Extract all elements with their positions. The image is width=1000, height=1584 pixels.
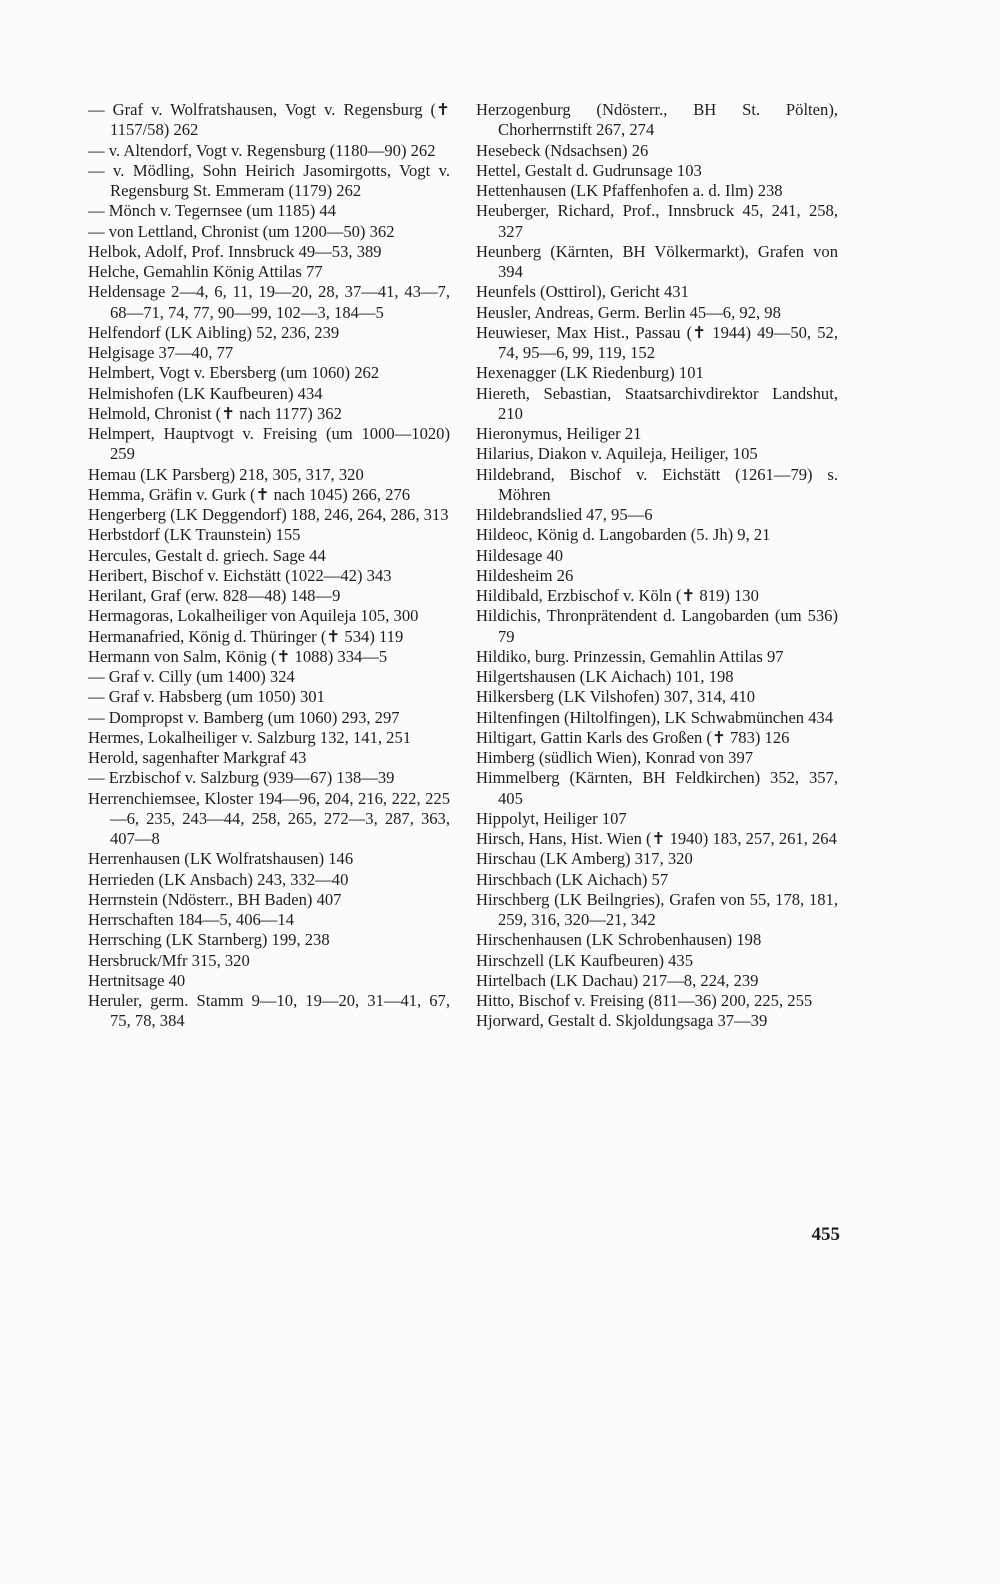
index-entry: Himberg (südlich Wien), Konrad von 397 bbox=[476, 748, 754, 767]
index-entry: Hirschberg (LK Beilngries), Grafen von 55, 178, 181, 259, 316, 320—21, 342 bbox=[476, 889, 838, 929]
index-entry: Helgisage 37—40, 77 bbox=[88, 343, 234, 362]
index-entry: Helfendorf (LK Aibling) 52, 236, 239 bbox=[88, 322, 340, 342]
index-entry: Herrenchiemsee, Kloster 194—96, 204, 216, 222, 225—6, 235, 243—44, 258, 265, 272—3, 287, 363, 407—8 bbox=[88, 788, 450, 848]
index-entry: Hettenhausen (LK Pfaffenhofen a. d. Ilm) 238 bbox=[476, 181, 783, 200]
index-entry: — von Lettland, Chronist (um 1200—50) 362 bbox=[88, 221, 395, 241]
index-entry: Hesebeck (Ndsachsen) 26 bbox=[476, 140, 649, 160]
index-entry: Herold, sagenhafter Markgraf 43 bbox=[88, 748, 307, 767]
index-entry: Herrnstein (Ndösterr., BH Baden) 407 bbox=[88, 889, 342, 909]
index-entry: Helmpert, Hauptvogt v. Freising (um 1000—1020) 259 bbox=[88, 424, 450, 464]
index-entry: — Graf v. Habsberg (um 1050) 301 bbox=[88, 687, 325, 707]
index-entry: Helmbert, Vogt v. Ebersberg (um 1060) 262 bbox=[88, 363, 380, 383]
index-entry: Hemau (LK Parsberg) 218, 305, 317, 320 bbox=[88, 464, 364, 484]
index-entry: Heunfels (Osttirol), Gericht 431 bbox=[476, 282, 689, 302]
index-entry: Hermes, Lokalheiliger v. Salzburg 132, 141, 251 bbox=[88, 727, 412, 747]
page-number: 455 bbox=[811, 1224, 840, 1245]
right-column bbox=[476, 100, 838, 1032]
index-entry: Hilkersberg (LK Vilshofen) 307, 314, 410 bbox=[476, 687, 756, 707]
index-entry: Hirschbach (LK Aichach) 57 bbox=[476, 869, 669, 889]
index-entry: Hersbruck/Mfr 315, 320 bbox=[88, 950, 250, 970]
index-entry: Heruler, germ. Stamm 9—10, 19—20, 31—41, 67, 75, 78, 384 bbox=[88, 991, 450, 1031]
index-entry: Heusler, Andreas, Germ. Berlin 45—6, 92, 98 bbox=[476, 302, 781, 322]
index-entry: Herbstdorf (LK Traunstein) 155 bbox=[88, 525, 301, 545]
index-entry: Hjorward, Gestalt d. Skjoldungsaga 37—39 bbox=[476, 1011, 768, 1031]
index-entry: Hiltenfingen (Hiltolfingen), LK Schwabmünchen 434 bbox=[476, 707, 834, 727]
index-entry: Heuberger, Richard, Prof., Innsbruck 45, 241, 258, 327 bbox=[476, 201, 838, 241]
index-entry: Hiltigart, Gattin Karls des Großen (✝ 783) 126 bbox=[476, 727, 790, 747]
index-entry: — v. Mödling, Sohn Heirich Jasomirgotts, Vogt v. Regensburg St. Emmeram (1179) 262 bbox=[88, 160, 450, 200]
index-entry: Hirtelbach (LK Dachau) 217—8, 224, 239 bbox=[476, 970, 759, 990]
index-entry: Helmold, Chronist (✝ nach 1177) 362 bbox=[88, 403, 342, 423]
index-entry: Hildesheim 26 bbox=[476, 565, 574, 585]
index-entry: Hettel, Gestalt d. Gudrunsage 103 bbox=[476, 160, 702, 180]
index-entry: Hilgertshausen (LK Aichach) 101, 198 bbox=[476, 667, 734, 686]
index-entry: Hermann von Salm, König (✝ 1088) 334—5 bbox=[88, 646, 388, 666]
index-entry: Hildebrand, Bischof v. Eichstätt (1261—79) s. Möhren bbox=[476, 464, 838, 504]
index-entry: Heuwieser, Max Hist., Passau (✝ 1944) 49—50, 52, 74, 95—6, 99, 119, 152 bbox=[476, 322, 838, 362]
index-entry: Hippolyt, Heiliger 107 bbox=[476, 808, 627, 828]
index-entry: Hermanafried, König d. Thüringer (✝ 534) 119 bbox=[88, 626, 404, 646]
index-entry: Herzogenburg (Ndösterr., BH St. Pölten), Chorherrnstift 267, 274 bbox=[476, 100, 838, 140]
index-entry: Herrenhausen (LK Wolfratshausen) 146 bbox=[88, 849, 354, 869]
index-entry: — Mönch v. Tegernsee (um 1185) 44 bbox=[88, 201, 336, 221]
index-entry: Hildibald, Erzbischof v. Köln (✝ 819) 130 bbox=[476, 586, 759, 605]
index-entry: Hildebrandslied 47, 95—6 bbox=[476, 505, 653, 524]
index-entry: Hildichis, Thronprätendent d. Langobarden (um 536) 79 bbox=[476, 606, 838, 646]
index-entry: Hexenagger (LK Riedenburg) 101 bbox=[476, 363, 704, 383]
index-entry: Herrsching (LK Starnberg) 199, 238 bbox=[88, 930, 330, 950]
index-entry: Hilarius, Diakon v. Aquileja, Heiliger, 105 bbox=[476, 444, 758, 464]
index-entry: Hengerberg (LK Deggendorf) 188, 246, 264, 286, 313 bbox=[88, 505, 449, 524]
index-entry: Hemma, Gräfin v. Gurk (✝ nach 1045) 266, 276 bbox=[88, 484, 411, 504]
index-entry: Hirschzell (LK Kaufbeuren) 435 bbox=[476, 950, 694, 970]
index-entry: Hirsch, Hans, Hist. Wien (✝ 1940) 183, 257, 261, 264 bbox=[476, 829, 837, 848]
index-entry: — Graf v. Cilly (um 1400) 324 bbox=[88, 667, 295, 686]
index-entry: Hieronymus, Heiliger 21 bbox=[476, 424, 642, 443]
index-entry: Herilant, Graf (erw. 828—48) 148—9 bbox=[88, 586, 341, 605]
index-entry: Helmishofen (LK Kaufbeuren) 434 bbox=[88, 383, 323, 403]
index-entry: Helche, Gemahlin König Attilas 77 bbox=[88, 262, 323, 281]
index-entry: — Graf v. Wolfratshausen, Vogt v. Regensburg (✝ 1157/58) 262 bbox=[88, 100, 450, 140]
index-entry: Herrschaften 184—5, 406—14 bbox=[88, 910, 294, 929]
index-entry: Hercules, Gestalt d. griech. Sage 44 bbox=[88, 545, 326, 565]
index-entry: Helbok, Adolf, Prof. Innsbruck 49—53, 389 bbox=[88, 241, 382, 261]
index-entry: Hildeoc, König d. Langobarden (5. Jh) 9, 21 bbox=[476, 525, 771, 545]
index-entry: — Erzbischof v. Salzburg (939—67) 138—39 bbox=[88, 768, 395, 788]
index-entry: Hermagoras, Lokalheiliger von Aquileja 105, 300 bbox=[88, 606, 419, 626]
index-entry: Hirschenhausen (LK Schrobenhausen) 198 bbox=[476, 930, 762, 950]
index-entry: Hertnitsage 40 bbox=[88, 970, 186, 990]
index-entry: Himmelberg (Kärnten, BH Feldkirchen) 352, 357, 405 bbox=[476, 768, 838, 808]
index-entry: Hildiko, burg. Prinzessin, Gemahlin Attilas 97 bbox=[476, 646, 784, 666]
index-entry: Hirschau (LK Amberg) 317, 320 bbox=[476, 849, 693, 869]
index-entry: Heunberg (Kärnten, BH Völkermarkt), Grafen von 394 bbox=[476, 241, 838, 281]
left-column bbox=[88, 100, 450, 1032]
index-entry: — Dompropst v. Bamberg (um 1060) 293, 297 bbox=[88, 707, 400, 727]
index-entry: Hitto, Bischof v. Freising (811—36) 200, 225, 255 bbox=[476, 991, 813, 1010]
index-entry: Hiereth, Sebastian, Staatsarchivdirektor Landshut, 210 bbox=[476, 383, 838, 423]
index-entry: Herrieden (LK Ansbach) 243, 332—40 bbox=[88, 869, 349, 889]
index-entry: Hildesage 40 bbox=[476, 545, 564, 565]
index-entry: — v. Altendorf, Vogt v. Regensburg (1180—90) 262 bbox=[88, 140, 436, 160]
index-entry: Heribert, Bischof v. Eichstätt (1022—42) 343 bbox=[88, 565, 392, 585]
index-entry: Heldensage 2—4, 6, 11, 19—20, 28, 37—41, 43—7, 68—71, 74, 77, 90—99, 102—3, 184—5 bbox=[88, 282, 450, 322]
